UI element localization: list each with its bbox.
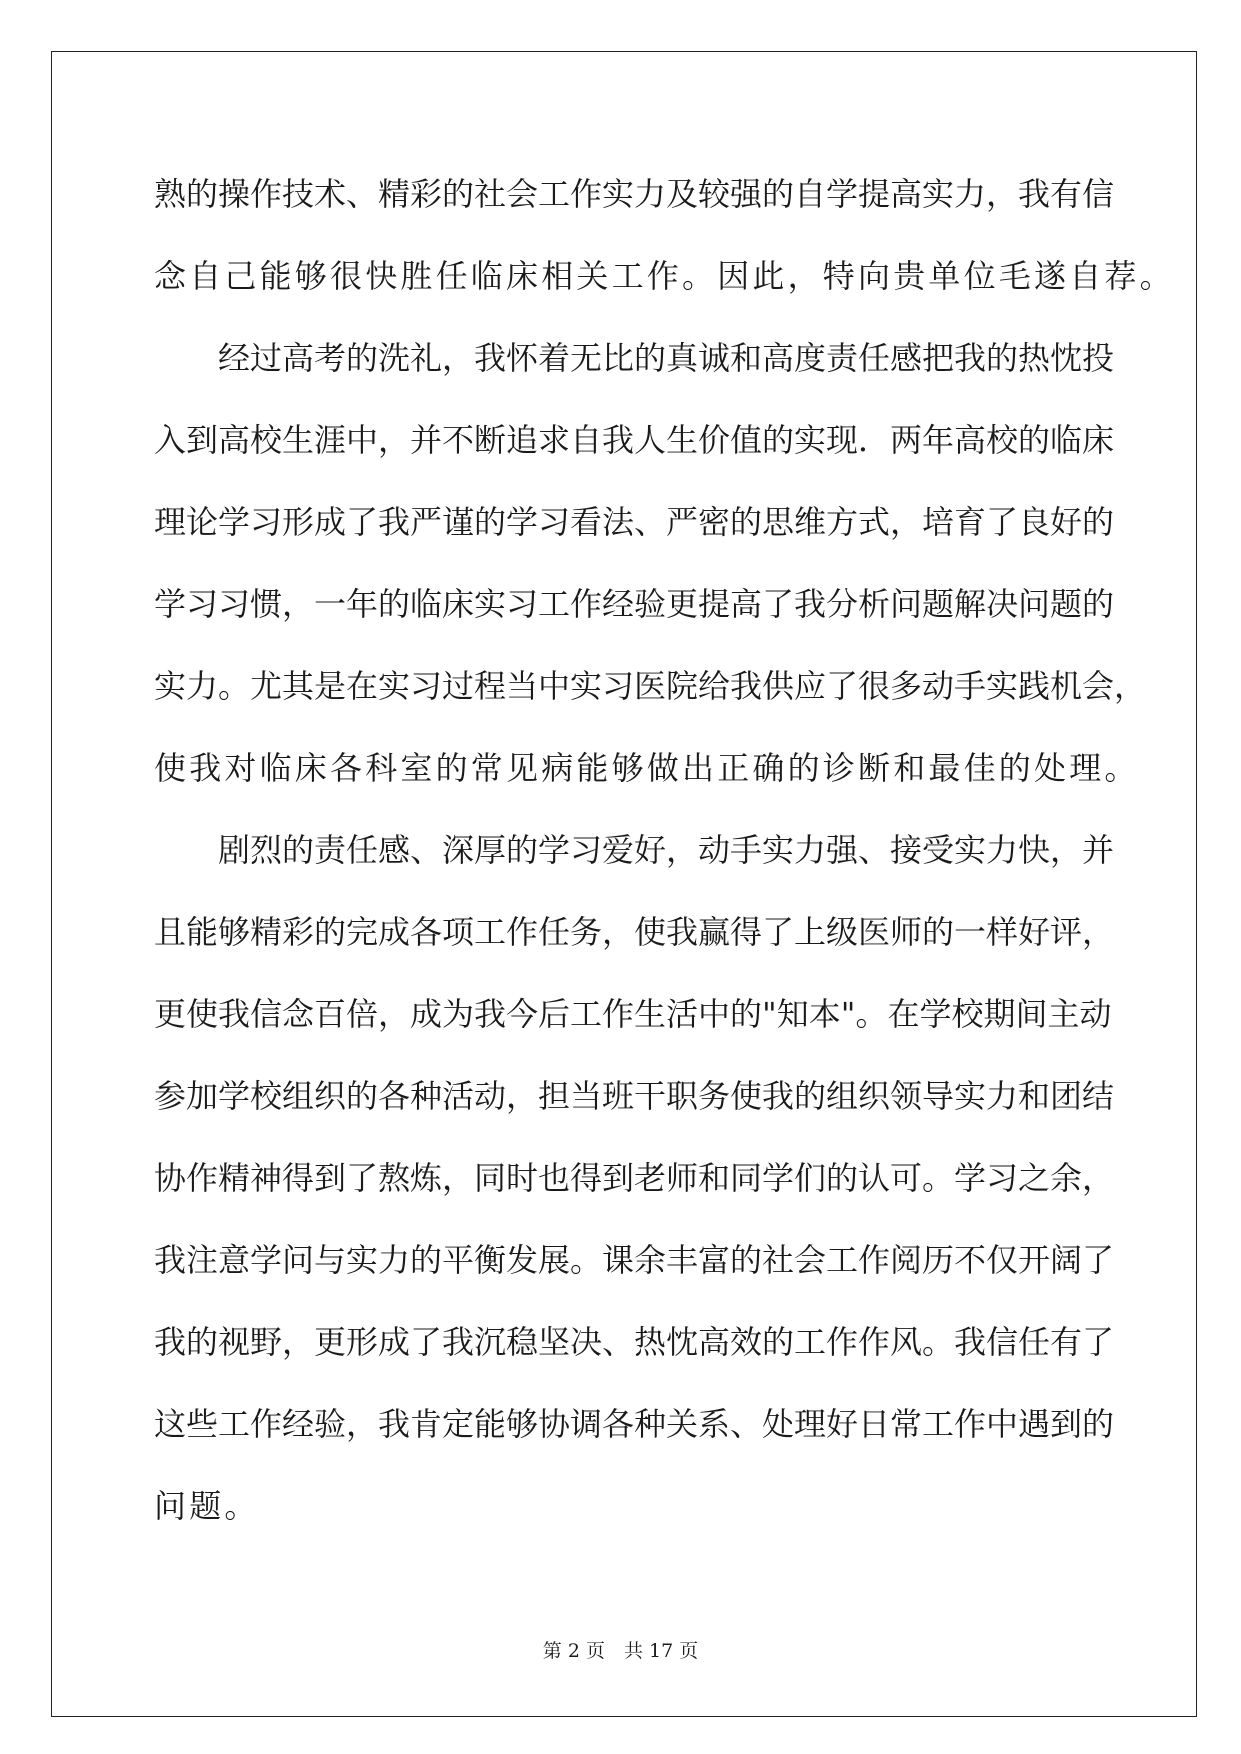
text-line: 且能够精彩的完成各项工作任务，使我赢得了上级医师的一样好评， <box>154 913 1115 951</box>
text-line: 熟的操作技术、精彩的社会工作实力及较强的自学提高实力，我有信 <box>154 175 1115 213</box>
document-body <box>154 153 1175 1547</box>
text-line: 协作精神得到了熬炼，同时也得到老师和同学们的认可。学习之余， <box>154 1159 1115 1197</box>
text-line: 经过高考的洗礼，我怀着无比的真诚和高度责任感把我的热忱投 <box>218 339 1115 377</box>
text-line: 剧烈的责任感、深厚的学习爱好，动手实力强、接受实力快，并 <box>218 831 1115 869</box>
page-number-label: 第 2 页 共 17 页 <box>542 1640 699 1662</box>
text-line: 我的视野，更形成了我沉稳坚决、热忱高效的工作作风。我信任有了 <box>154 1323 1115 1361</box>
text-line: 念自己能够很快胜任临床相关工作。因此，特向贵单位毛遂自荐。 <box>154 257 1175 295</box>
text-line: 这些工作经验，我肯定能够协调各种关系、处理好日常工作中遇到的 <box>154 1405 1115 1443</box>
text-line: 实力。尤其是在实习过程当中实习医院给我供应了很多动手实践机会， <box>154 667 1147 705</box>
text-line: 学习习惯，一年的临床实习工作经验更提高了我分析问题解决问题的 <box>154 585 1115 623</box>
text-line: 参加学校组织的各种活动，担当班干职务使我的组织领导实力和团结 <box>154 1077 1115 1115</box>
text-line: 理论学习形成了我严谨的学习看法、严密的思维方式，培育了良好的 <box>154 503 1115 541</box>
page-number-footer <box>0 1636 1241 1663</box>
text-line: 问题。 <box>154 1487 260 1525</box>
text-line: 入到高校生涯中，并不断追求自我人生价值的实现．两年高校的临床 <box>154 421 1115 459</box>
text-line: 我注意学问与实力的平衡发展。课余丰富的社会工作阅历不仅开阔了 <box>154 1241 1115 1279</box>
text-line: 使我对临床各科室的常见病能够做出正确的诊断和最佳的处理。 <box>154 749 1140 787</box>
text-line: 更使我信念百倍，成为我今后工作生活中的"知本"。在学校期间主动 <box>154 995 1112 1033</box>
